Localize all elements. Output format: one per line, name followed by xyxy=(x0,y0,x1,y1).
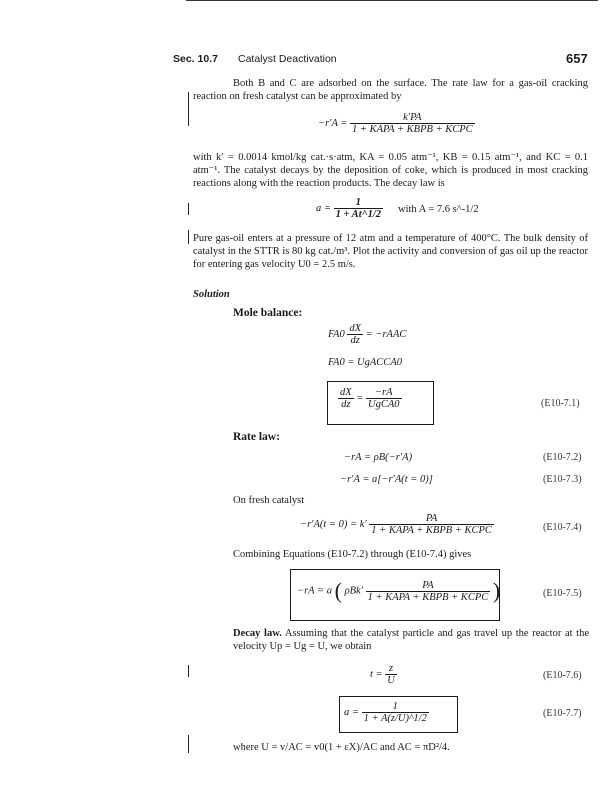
decay-eq2-lhs: a = xyxy=(344,706,359,718)
fresh-catalyst-den: 1 + KAPA + KBPB + KCPC xyxy=(371,525,492,536)
top-rule xyxy=(186,0,598,1)
fresh-catalyst-eq xyxy=(300,513,494,536)
solution-label: Solution xyxy=(193,289,230,300)
right-paren: ) xyxy=(492,578,501,603)
decay-law-denominator: 1 + At^1/2 xyxy=(335,209,382,220)
eq-tag-e10-7-4: (E10-7.4) xyxy=(543,522,582,533)
fresh-catalyst-label: On fresh catalyst xyxy=(233,495,305,506)
margin-bar-1 xyxy=(188,92,189,126)
decay-eq1-fraction xyxy=(385,663,397,686)
mole-balance-eq2: FA0 = UgACCA0 xyxy=(328,357,402,368)
decay-section-heading: Decay law. xyxy=(233,628,282,639)
rate-law-eq2: −r′A = a[−r′A(t = 0)] xyxy=(340,474,433,485)
eq-tag-e10-7-2: (E10-7.2) xyxy=(543,452,582,463)
decay-eq1-num: z xyxy=(389,663,394,674)
combining-fraction xyxy=(366,580,491,603)
eq-tag-e10-7-6: (E10-7.6) xyxy=(543,670,582,681)
mole-balance-eq1-right: = −rAAC xyxy=(365,328,407,340)
eq-tag-e10-7-3: (E10-7.3) xyxy=(543,474,582,485)
fresh-catalyst-num: PA xyxy=(425,513,438,524)
combining-num: PA xyxy=(422,579,434,591)
mole-balance-eq1-num: dX xyxy=(349,323,362,334)
decay-law-numerator: 1 xyxy=(355,197,361,208)
margin-bar-2 xyxy=(188,203,189,215)
margin-bar-4 xyxy=(188,665,189,677)
section-title: Catalyst Deactivation xyxy=(238,53,337,65)
mole-balance-eq3-right-fraction xyxy=(366,387,402,410)
rate-law-fresh xyxy=(318,112,475,135)
decay-eq2-fraction xyxy=(362,701,429,724)
decay-eq1-den: U xyxy=(387,675,395,686)
decay-section-eq1 xyxy=(370,663,397,686)
fresh-catalyst-fraction xyxy=(369,513,494,536)
decay-eq2-num: 1 xyxy=(392,701,398,712)
decay-law-with: with A = 7.6 s^-1/2 xyxy=(398,204,479,215)
combining-eq xyxy=(297,578,500,604)
mole-balance-eq3-left-fraction xyxy=(338,387,354,410)
mole-balance-eq1-left: FA0 xyxy=(328,328,345,340)
fresh-catalyst-lhs: −r′A(t = 0) = k′ xyxy=(300,518,367,530)
decay-law xyxy=(316,197,383,220)
rate-law-heading: Rate law: xyxy=(233,431,280,443)
mole-balance-eq3-right-num: −rA xyxy=(374,387,393,398)
combining-den: 1 + KAPA + KBPB + KCPC xyxy=(367,591,489,603)
mole-balance-heading: Mole balance: xyxy=(233,307,303,319)
decay-law-fraction xyxy=(334,197,383,220)
eq-tag-e10-7-7: (E10-7.7) xyxy=(543,708,582,719)
rate-law-fraction xyxy=(350,112,475,135)
margin-bar-5 xyxy=(188,735,189,753)
decay-law-lhs: a = xyxy=(316,202,331,214)
decay-section-eq2 xyxy=(344,701,429,724)
rate-law-numerator: k′PA xyxy=(403,112,422,123)
margin-bar-3 xyxy=(188,230,189,244)
decay-section-paragraph xyxy=(233,627,589,653)
combining-lhs: −rA = a xyxy=(297,585,332,597)
mole-balance-eq1-den: dz xyxy=(347,334,363,346)
combining-mid: ρBk′ xyxy=(344,585,363,597)
footer-text: where U = v/AC = v0(1 + εX)/AC and AC = πD²/4. xyxy=(233,742,450,753)
section-number: Sec. 10.7 xyxy=(173,53,218,65)
mole-balance-eq3 xyxy=(338,387,402,410)
combining-text: Combining Equations (E10-7.2) through (E10-7.4) gives xyxy=(233,549,472,560)
rate-law-lhs: −r′A = xyxy=(318,117,348,129)
left-paren: ( xyxy=(334,578,342,603)
rate-law-eq1: −rA = ρB(−r′A) xyxy=(344,452,413,463)
intro-paragraph: Both B and C are adsorbed on the surface. The rate law for a gas-oil cracking reaction on fresh catalyst can be approximated by xyxy=(193,78,588,103)
problem-paragraph: Pure gas-oil enters at a pressure of 12 atm and a temperature of 400°C. The bulk density of catalyst in the STTR is 80 kg cat./m³. Plot the activity and conversion of gas oil up the reactor for entering gas velocity U0 = 2.5 m/s. xyxy=(193,233,588,271)
mole-balance-eq3-right-den: UgCA0 xyxy=(368,399,400,410)
rate-law-denominator: 1 + KAPA + KBPB + KCPC xyxy=(352,124,473,135)
mole-balance-eq1 xyxy=(328,323,406,346)
eq-tag-e10-7-1: (E10-7.1) xyxy=(541,398,580,409)
eq-tag-e10-7-5: (E10-7.5) xyxy=(543,588,582,599)
decay-eq2-den: 1 + A(z/U)^1/2 xyxy=(363,713,427,724)
page-number: 657 xyxy=(566,51,588,66)
mole-balance-eq3-left-num: dX xyxy=(340,387,352,398)
mole-balance-eq3-left-den: dz xyxy=(338,398,354,410)
constants-paragraph: with k′ = 0.0014 kmol/kg cat.·s·atm, KA = 0.05 atm⁻¹, KB = 0.15 atm⁻¹, and KC = 0.1 atm⁻¹. The catalyst decays by the deposition of coke, which is produced in most cracking reactions along with the reaction products. The decay law is xyxy=(193,152,588,190)
mole-balance-eq1-fraction xyxy=(347,323,363,346)
equals-sign: = xyxy=(356,392,364,404)
decay-eq1-lhs: t = xyxy=(370,668,383,680)
decay-section-text: Assuming that the catalyst particle and gas travel up the reactor at the velocity Up = Ug = U, we obtain xyxy=(233,628,589,653)
